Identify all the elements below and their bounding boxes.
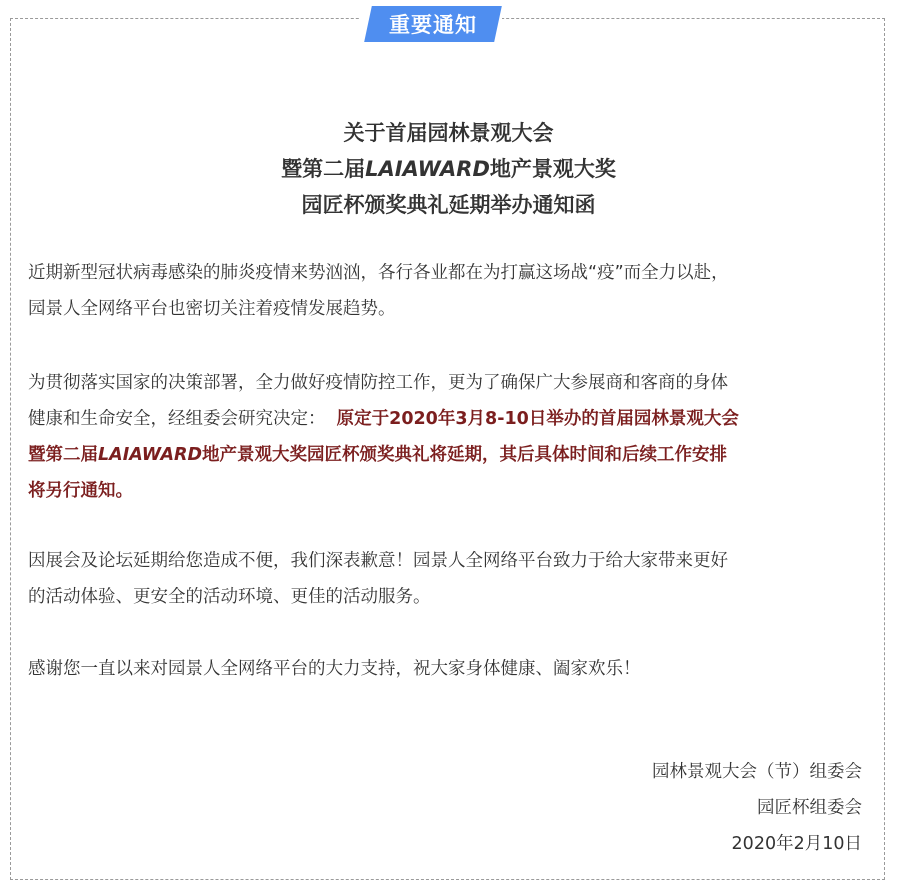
paragraph-2-line-2 (28, 405, 739, 430)
paragraph-4-line-1: 感谢您一直以来对园景人全网络平台的大力支持，祝大家身体健康、阖家欢乐！ (28, 659, 641, 679)
notice-title-line-2 (40, 153, 857, 183)
notice-title-line-3: 园匠杯颁奖典礼延期举办通知函 (301, 193, 596, 217)
notice-badge (360, 2, 502, 44)
signature-date: 2020年2月10日 (731, 834, 862, 854)
highlight-suffix: 地产景观大奖园匠杯颁奖典礼将延期，其后具体时间和后续工作安排 (202, 445, 728, 465)
paragraph-2-line-3 (28, 441, 727, 466)
badge-label: 重要通知 (389, 13, 477, 37)
signature-organizer-1: 园林景观大会（节）组委会 (652, 762, 862, 782)
notice-title-line-1: 关于首届园林景观大会 (343, 121, 554, 145)
paragraph-2-line-1: 为贯彻落实国家的决策部署，全力做好疫情防控工作，更为了确保广大参展商和客商的身体 (28, 373, 728, 393)
paragraph-1-line-2: 园景人全网络平台也密切关注着疫情发展趋势。 (28, 299, 396, 319)
title-line-2-prefix: 暨第二届 (281, 157, 366, 181)
highlight-award-name: LAIAWARD (98, 445, 203, 465)
postponement-highlight-start: 原定于2020年3月8-10日举办的首届园林景观大会 (336, 409, 739, 429)
title-award-name: LAIAWARD (365, 157, 490, 181)
paragraph-2-plain-text: 健康和生命安全，经组委会研究决定： (28, 409, 326, 429)
highlight-prefix: 暨第二届 (28, 445, 98, 465)
title-line-2-suffix: 地产景观大奖 (489, 157, 616, 181)
paragraph-2-line-4: 将另行通知。 (28, 481, 133, 501)
badge-background (364, 6, 502, 42)
signature-organizer-2: 园匠杯组委会 (757, 798, 862, 818)
paragraph-3-line-1: 因展会及论坛延期给您造成不便，我们深表歉意！园景人全网络平台致力于给大家带来更好 (28, 551, 728, 571)
paragraph-1-line-1: 近期新型冠状病毒感染的肺炎疫情来势汹汹，各行各业都在为打赢这场战“疫”而全力以赴， (28, 263, 729, 283)
paragraph-3-line-2: 的活动体验、更安全的活动环境、更佳的活动服务。 (28, 587, 431, 607)
